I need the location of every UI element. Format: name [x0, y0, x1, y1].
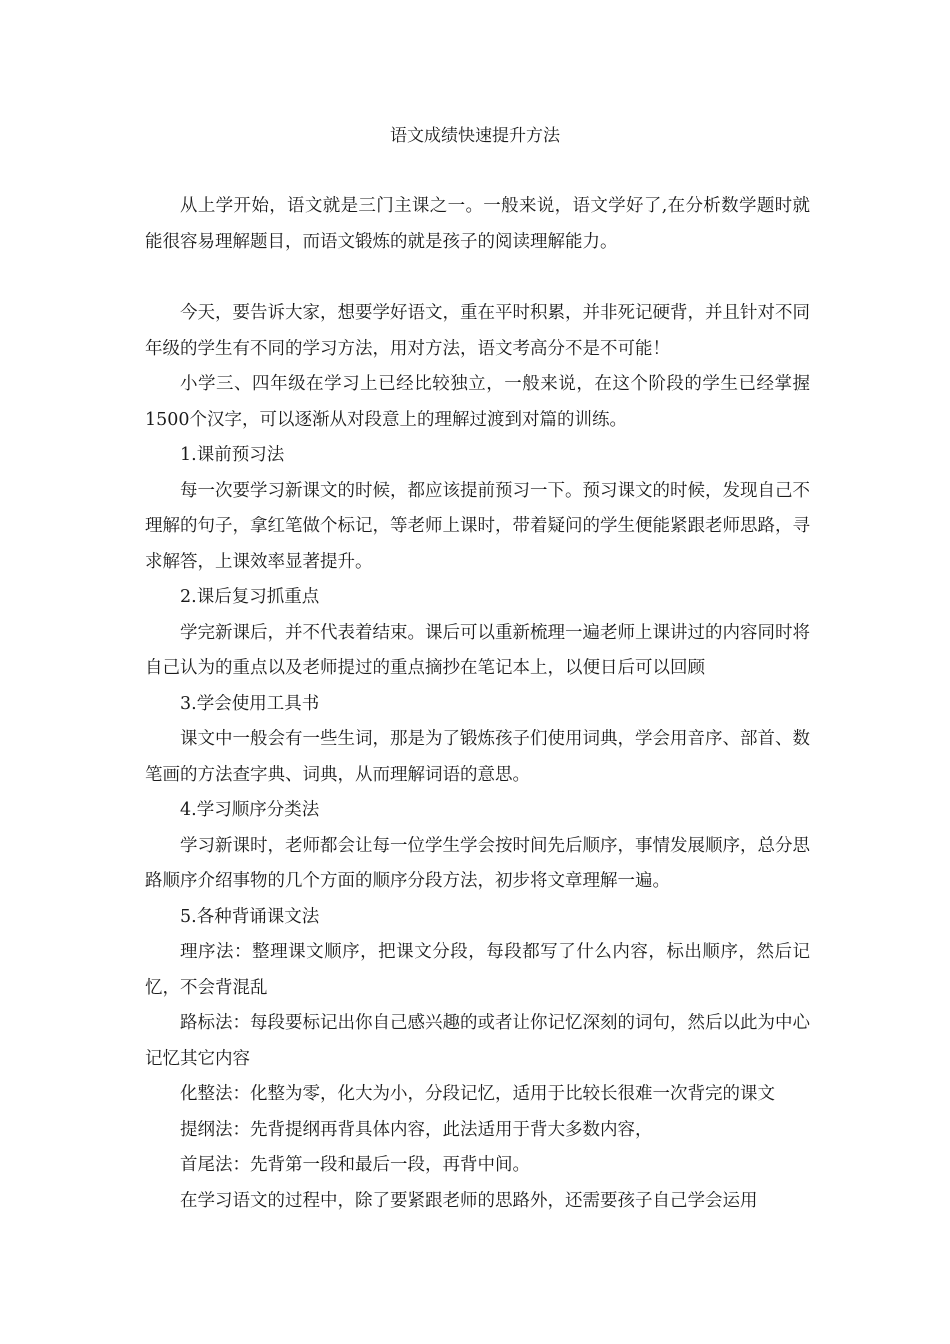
paragraph: 理序法：整理课文顺序，把课文分段，每段都写了什么内容，标出顺序，然后记忆，不会背混乱 [145, 942, 810, 998]
paragraph: 提纲法：先背提纲再背具体内容，此法适用于背大多数内容， [180, 1119, 653, 1140]
section-heading: 5.各种背诵课文法 [180, 906, 320, 927]
paragraph: 路标法：每段要标记出你自己感兴趣的或者让你记忆深刻的词句，然后以此为中心记忆其它内容 [145, 1013, 810, 1069]
paragraph-intro: 从上学开始，语文就是三门主课之一。一般来说，语文学好了,在分析数学题时就能很容易理解题目，而语文锻炼的就是孩子的阅读理解能力。 [145, 196, 810, 252]
document-body [145, 189, 810, 1219]
paragraph: 每一次要学习新课文的时候，都应该提前预习一下。预习课文的时候，发现自己不理解的句子，拿红笔做个标记，等老师上课时，带着疑问的学生便能紧跟老师思路，寻求解答，上课效率显著提升。 [145, 480, 810, 572]
paragraph: 小学三、四年级在学习上已经比较独立，一般来说，在这个阶段的学生已经掌握1500个汉字，可以逐渐从对段意上的理解过渡到对篇的训练。 [145, 374, 810, 430]
paragraph: 在学习语文的过程中，除了要紧跟老师的思路外，还需要孩子自己学会运用 [180, 1190, 758, 1211]
section-heading: 4.学习顺序分类法 [180, 800, 320, 820]
section-heading: 3.学会使用工具书 [180, 693, 320, 714]
paragraph: 化整法：化整为零，化大为小，分段记忆，适用于比较长很难一次背完的课文 [180, 1084, 775, 1104]
paragraph: 学完新课后，并不代表着结束。课后可以重新梳理一遍老师上课讲过的内容同时将自己认为的重点以及老师提过的重点摘抄在笔记本上，以便日后可以回顾 [145, 622, 810, 678]
paragraph: 学习新课时，老师都会让每一位学生学会按时间先后顺序，事情发展顺序，总分思路顺序介绍事物的几个方面的顺序分段方法，初步将文章理解一遍。 [145, 835, 810, 891]
paragraph: 课文中一般会有一些生词，那是为了锻炼孩子们使用词典，学会用音序、部首、数笔画的方法查字典、词典，从而理解词语的意思。 [145, 729, 810, 785]
paragraph: 今天，要告诉大家，想要学好语文，重在平时积累，并非死记硬背，并且针对不同年级的学生有不同的学习方法，用对方法，语文考高分不是不可能！ [145, 303, 810, 359]
section-heading: 1.课前预习法 [180, 445, 285, 465]
section-heading: 2.课后复习抓重点 [180, 587, 320, 607]
paragraph: 首尾法：先背第一段和最后一段，再背中间。 [180, 1155, 530, 1175]
document-title: 语文成绩快速提升方法 [390, 126, 560, 146]
